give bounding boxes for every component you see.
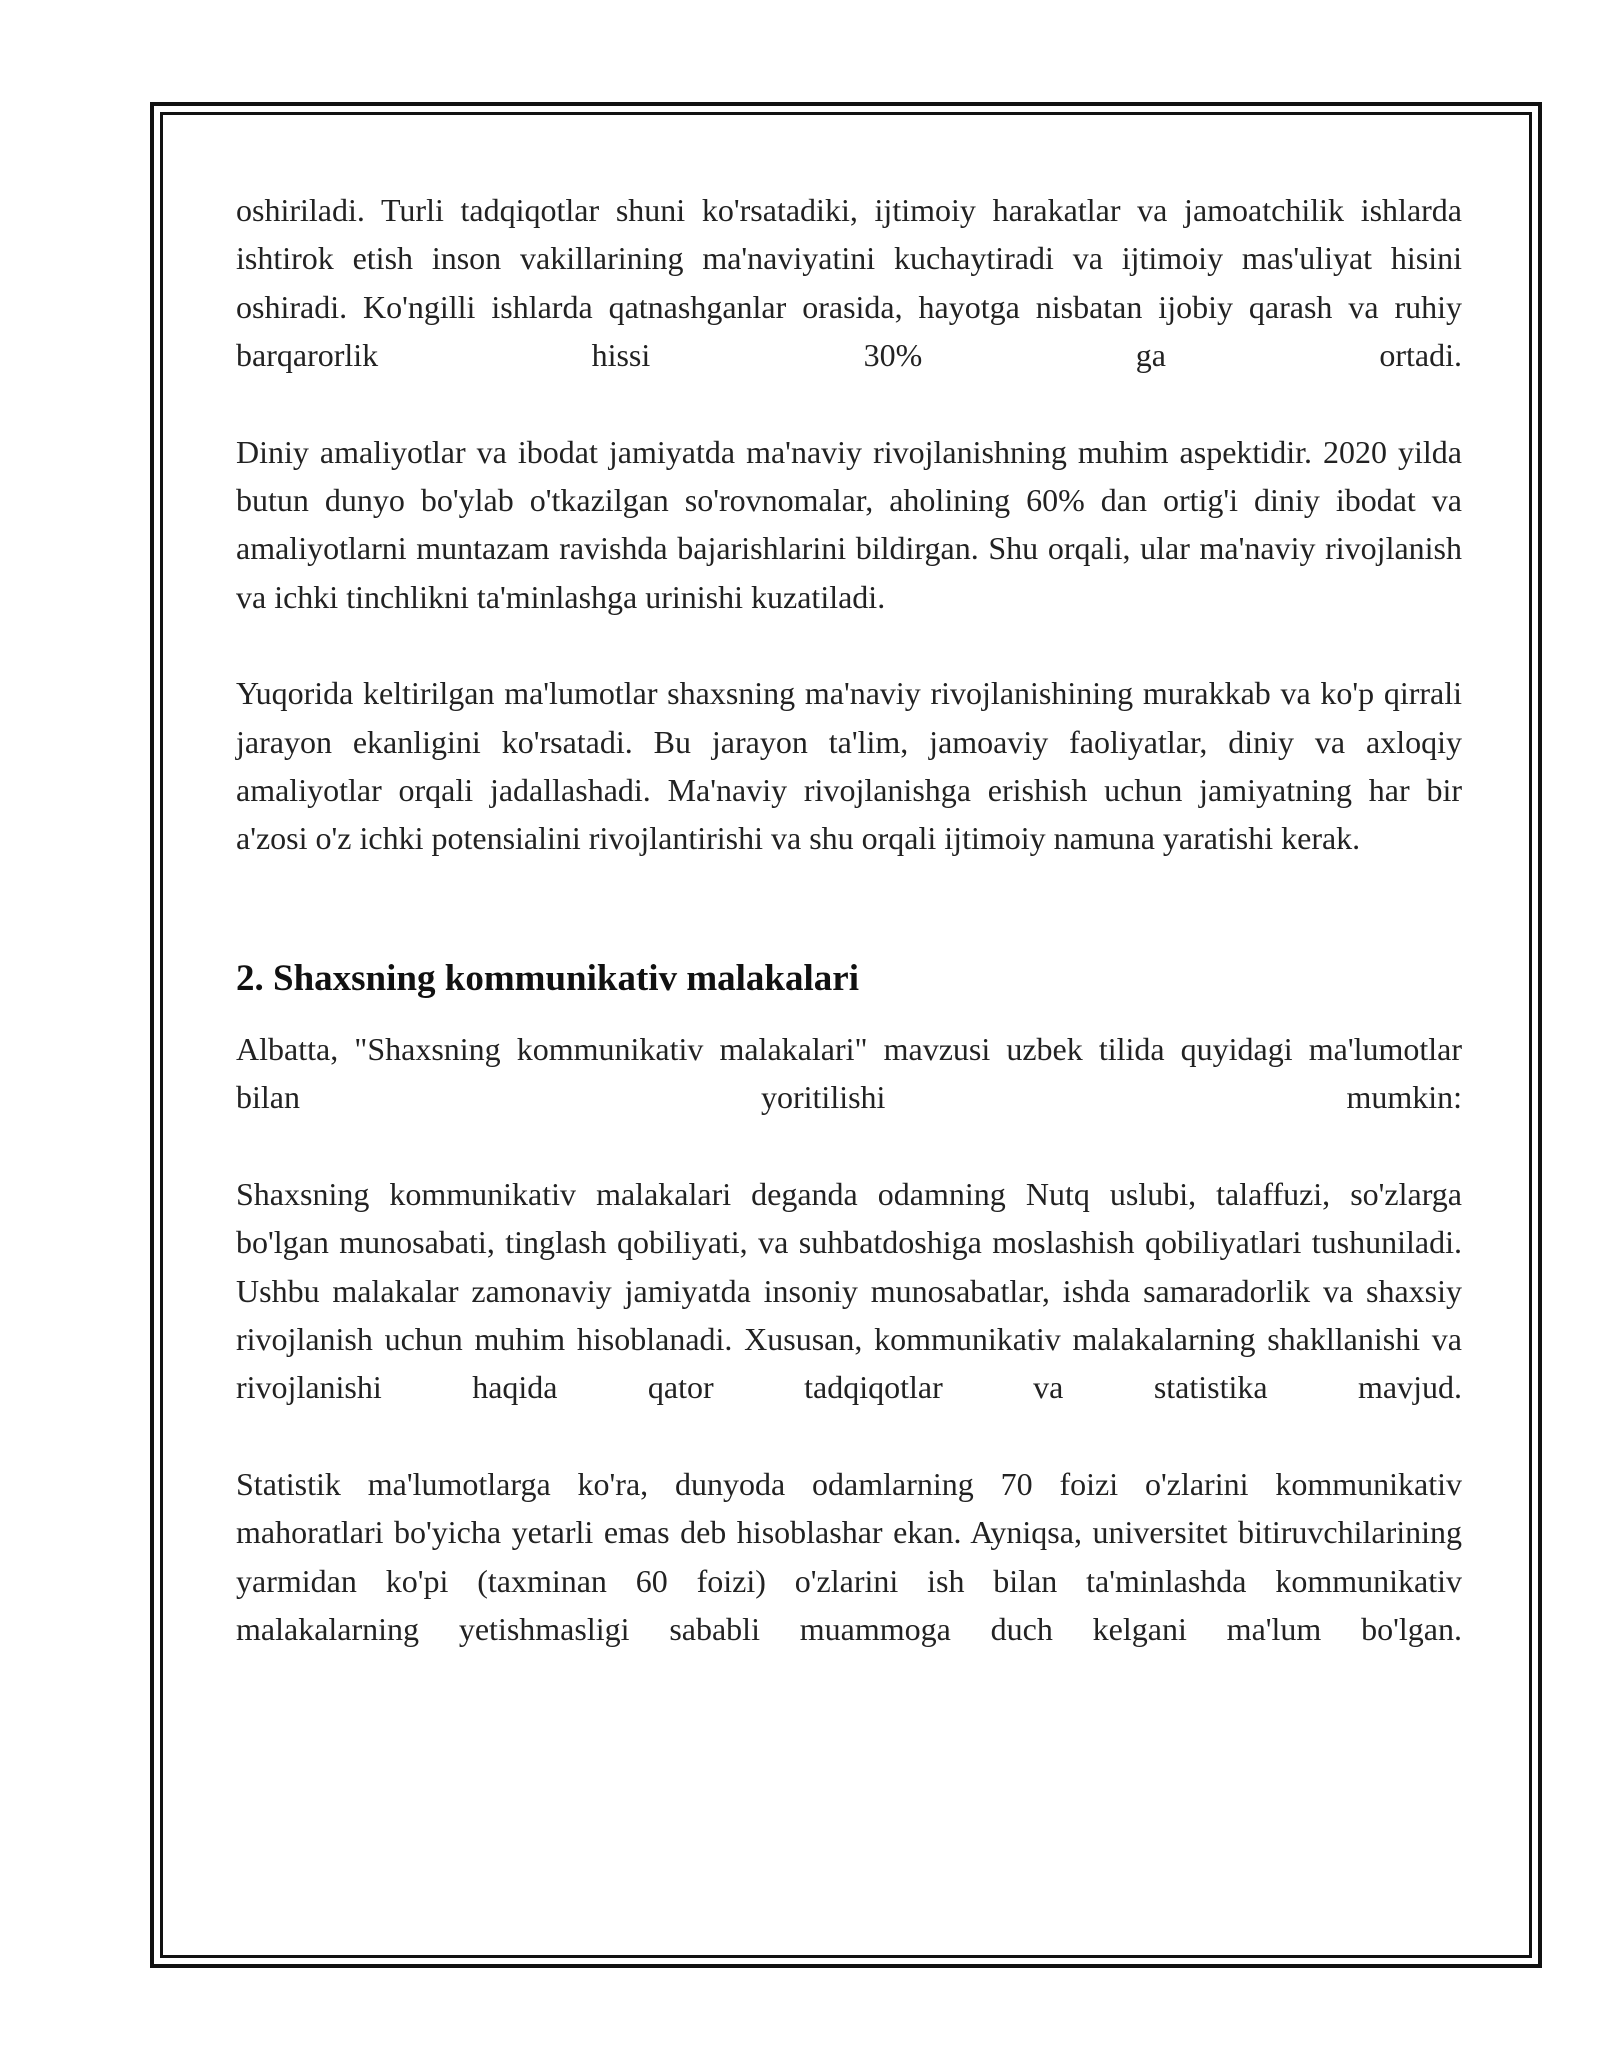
paragraph-volunteer-work: oshiriladi. Turli tadqiqotlar shuni ko'rsatadiki, ijtimoiy harakatlar va jamoatchilik ishlarda ishtirok etish inson vakillarining ma'naviyatini kuchaytiradi va ijtimoiy mas'uliyat hisini oshiradi. Ko'ngilli ishlarda qatnashganlar orasida, hayotga nisbatan ijobiy qarash va ruhiy barqarorlik hissi 30% ga ortadi. <box>236 192 1462 374</box>
paragraph-intro: Albatta, "Shaxsning kommunikativ malakalari" mavzusi uzbek tilida quyidagi ma'lumotlar bilan yoritilishi mumkin: <box>236 1030 1462 1116</box>
paragraph-communicative-skills: Shaxsning kommunikativ malakalari deganda odamning Nutq uslubi, talaffuzi, so'zlarga bo'lgan munosabati, tinglash qobiliyati, va suhbatdoshiga moslashish qobiliyatlari tushuniladi. Ushbu malakalar zamonaviy jamiyatda insoniy munosabatlar, ishda samaradorlik va shaxsiy rivojlanish uchun muhim hisoblanadi. Xususan, kommunikativ malakalarning shakllanishi va rivojlanishi haqida qator tadqiqotlar va statistika mavjud. <box>236 1175 1462 1406</box>
paragraph-religious-practice: Diniy amaliyotlar va ibodat jamiyatda ma'naviy rivojlanishning muhim aspektidir. 2020 yilda butun dunyo bo'ylab o'tkazilgan so'rovnomalar, aholining 60% dan ortig'i diniy ibodat va amaliyotlarni muntazam ravishda bajarishlarini bildirgan. Shu orqali, ular ma'naviy rivojlanish va ichki tinchlikni ta'minlashga urinishi kuzatiladi. <box>236 433 1462 615</box>
document-body <box>236 186 1462 1701</box>
section-heading: 2. Shaxsning kommunikativ malakalari <box>236 957 859 999</box>
paragraph-spiritual-summary: Yuqorida keltirilgan ma'lumotlar shaxsning ma'naviy rivojlanishining murakkab va ko'p qirrali jarayon ekanligini ko'rsatadi. Bu jarayon ta'lim, jamoaviy faoliyatlar, diniy va axloqiy amaliyotlar orqali jadallashadi. Ma'naviy rivojlanishga erishish uchun jamiyatning har bir a'zosi o'z ichki potensialini rivojlantirishi va shu orqali ijtimoiy namuna yaratishi kerak. <box>236 675 1462 857</box>
paragraph-statistics: Statistik ma'lumotlarga ko'ra, dunyoda odamlarning 70 foizi o'zlarini kommunikativ mahoratlari bo'yicha yetarli emas deb hisoblashar ekan. Ayniqsa, universitet bitiruvchilarining yarmidan ko'pi (taxminan 60 foizi) o'zlarini ish bilan ta'minlashda kommunikativ malakalarning yetishmasligi sababli muammoga duch kelgani ma'lum bo'lgan. <box>236 1465 1462 1647</box>
